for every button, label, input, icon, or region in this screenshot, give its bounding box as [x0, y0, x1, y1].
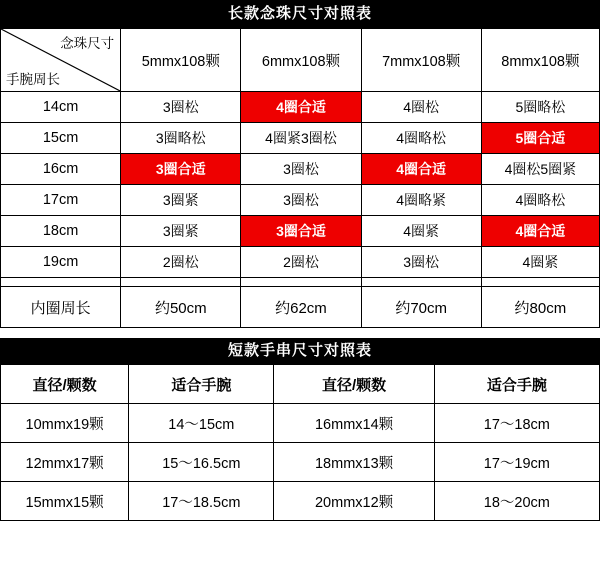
table-cell: 18～20cm — [434, 482, 599, 521]
spacer-row — [1, 278, 600, 287]
row-label: 16cm — [1, 154, 121, 185]
table-cell: 20mmx12颗 — [274, 482, 434, 521]
row-label: 15cm — [1, 123, 121, 154]
corner-wrist-label: 手腕周长 — [6, 72, 60, 87]
table-cell: 15～16.5cm — [129, 443, 274, 482]
table-cell: 4圈紧 — [481, 247, 599, 278]
table-row — [1, 185, 600, 216]
table-cell: 4圈紧3圈松 — [241, 123, 361, 154]
long-mala-chart-title: 长款念珠尺寸对照表 — [0, 0, 600, 28]
table-cell: 3圈松 — [241, 185, 361, 216]
column-header: 5mmx108颗 — [121, 29, 241, 92]
table-cell-highlighted: 4圈合适 — [361, 154, 481, 185]
table-cell: 14～15cm — [129, 404, 274, 443]
table-cell: 3圈略松 — [121, 123, 241, 154]
table-row — [1, 247, 600, 278]
short-bracelet-chart-title: 短款手串尺寸对照表 — [0, 338, 600, 364]
inner-circumference-label: 内圈周长 — [1, 287, 121, 328]
table-cell-highlighted: 4圈合适 — [241, 92, 361, 123]
table-cell: 17～19cm — [434, 443, 599, 482]
table-cell: 12mmx17颗 — [1, 443, 129, 482]
column-header: 直径/颗数 — [1, 365, 129, 404]
table-cell: 10mmx19颗 — [1, 404, 129, 443]
inner-circumference-row — [1, 287, 600, 328]
inner-circumference-value: 约50cm — [121, 287, 241, 328]
row-label: 14cm — [1, 92, 121, 123]
table-cell: 2圈松 — [121, 247, 241, 278]
short-bracelet-size-table — [0, 364, 600, 521]
spacer-cell — [361, 278, 481, 287]
table-row — [1, 404, 600, 443]
corner-bead-size-label: 念珠尺寸 — [60, 36, 115, 51]
table-cell-highlighted: 3圈合适 — [121, 154, 241, 185]
table-cell: 3圈紧 — [121, 185, 241, 216]
table-row — [1, 216, 600, 247]
table-cell: 4圈紧 — [361, 216, 481, 247]
table-cell-highlighted: 5圈合适 — [481, 123, 599, 154]
column-header: 6mmx108颗 — [241, 29, 361, 92]
column-header: 直径/颗数 — [274, 365, 434, 404]
bottom-strip — [0, 521, 600, 527]
table-cell: 18mmx13颗 — [274, 443, 434, 482]
row-label: 18cm — [1, 216, 121, 247]
table-header-row — [1, 365, 600, 404]
table-cell: 4圈松 — [361, 92, 481, 123]
table-cell: 17～18.5cm — [129, 482, 274, 521]
table-header-row — [1, 29, 600, 92]
table-cell: 4圈略松 — [361, 123, 481, 154]
column-header: 8mmx108颗 — [481, 29, 599, 92]
table-row — [1, 482, 600, 521]
table-cell: 4圈略松 — [481, 185, 599, 216]
table-row — [1, 443, 600, 482]
table-row — [1, 92, 600, 123]
table-cell: 2圈松 — [241, 247, 361, 278]
spacer-cell — [121, 278, 241, 287]
section-gap — [0, 328, 600, 338]
table-cell: 4圈松5圈紧 — [481, 154, 599, 185]
inner-circumference-value: 约70cm — [361, 287, 481, 328]
spacer-cell — [241, 278, 361, 287]
table-cell: 16mmx14颗 — [274, 404, 434, 443]
inner-circumference-value: 约80cm — [481, 287, 599, 328]
row-label: 19cm — [1, 247, 121, 278]
table-row — [1, 154, 600, 185]
table-cell: 3圈松 — [121, 92, 241, 123]
table-cell: 3圈松 — [241, 154, 361, 185]
corner-header-cell — [1, 29, 121, 92]
table-cell-highlighted: 3圈合适 — [241, 216, 361, 247]
table-cell: 5圈略松 — [481, 92, 599, 123]
table-cell: 17～18cm — [434, 404, 599, 443]
spacer-cell — [1, 278, 121, 287]
table-cell: 4圈略紧 — [361, 185, 481, 216]
long-mala-size-table — [0, 28, 600, 328]
column-header: 适合手腕 — [434, 365, 599, 404]
inner-circumference-value: 约62cm — [241, 287, 361, 328]
column-header: 7mmx108颗 — [361, 29, 481, 92]
table-cell: 3圈紧 — [121, 216, 241, 247]
table-row — [1, 123, 600, 154]
row-label: 17cm — [1, 185, 121, 216]
table-cell: 15mmx15颗 — [1, 482, 129, 521]
table-cell: 3圈松 — [361, 247, 481, 278]
table-cell-highlighted: 4圈合适 — [481, 216, 599, 247]
spacer-cell — [481, 278, 599, 287]
column-header: 适合手腕 — [129, 365, 274, 404]
